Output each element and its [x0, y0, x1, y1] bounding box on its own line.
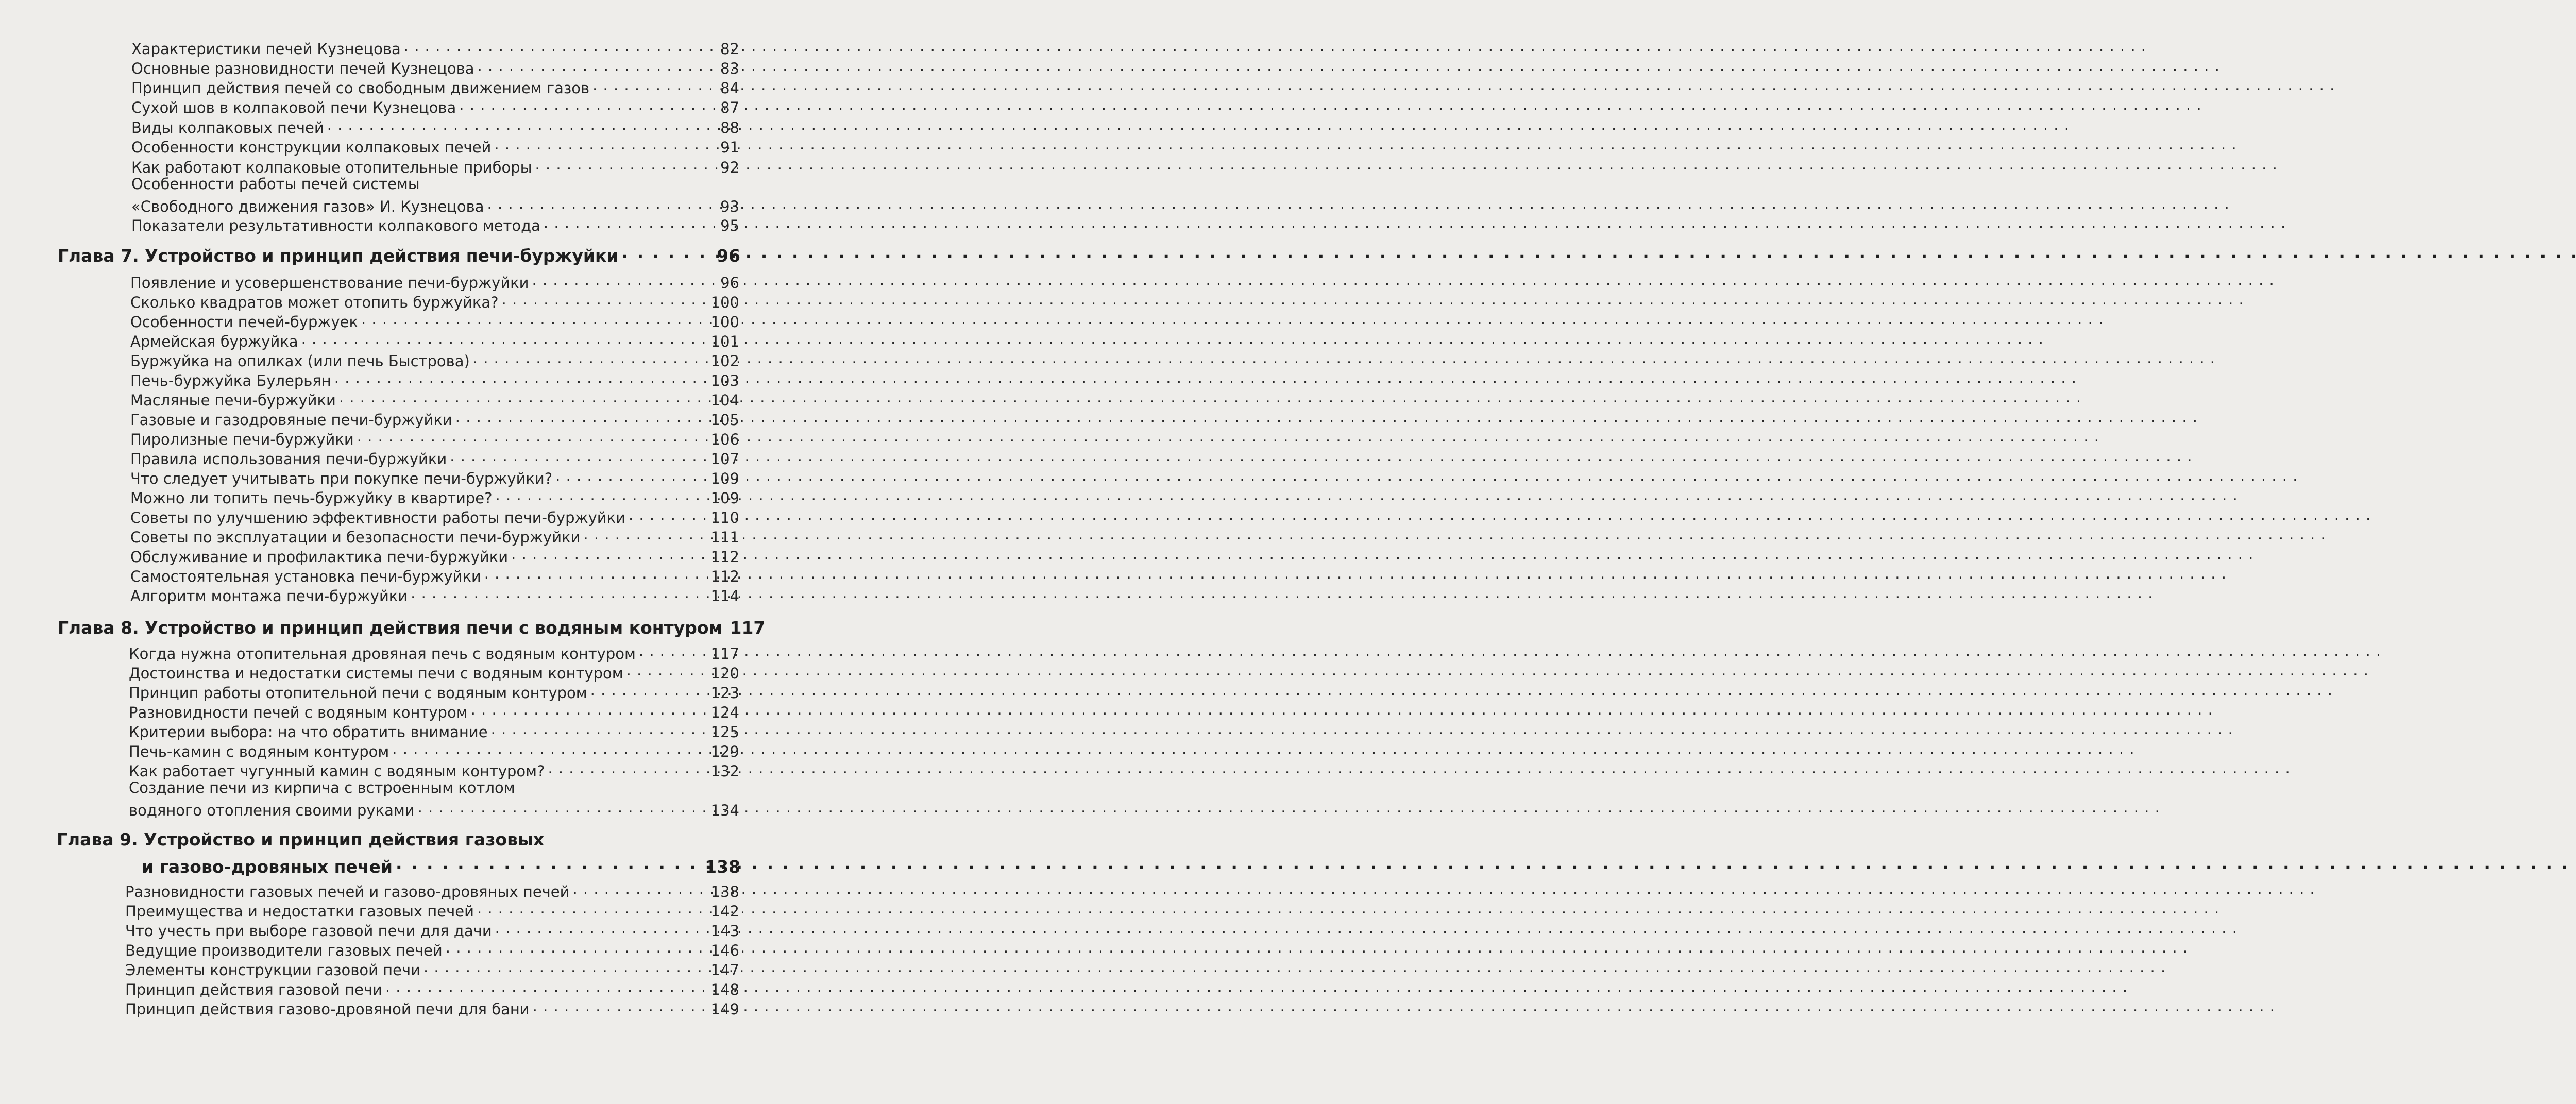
entry-page: 100: [710, 313, 739, 331]
entry-title: Буржуйка на опилках (или печь Быстрова): [130, 352, 470, 370]
leader-dots: [357, 428, 707, 445]
leader-dots: [473, 349, 707, 366]
toc-entry: [125, 919, 739, 940]
entry-title: Характеристики печей Кузнецова: [131, 40, 401, 58]
entry-page: 112: [710, 568, 739, 586]
entry-page: 91: [720, 139, 739, 157]
entry-page: 146: [710, 942, 739, 960]
leader-dots: [471, 701, 707, 718]
leader-dots: [629, 506, 707, 523]
toc-entry: [130, 545, 739, 566]
toc-entry: [130, 388, 739, 409]
toc-entry: [131, 37, 739, 58]
entry-page: 82: [720, 40, 739, 58]
leader-dots: [334, 369, 707, 386]
leader-dots: [396, 853, 701, 873]
entry-title: Сухой шов в колпаковой печи Кузнецова: [131, 99, 456, 117]
entry-title: Печь-камин с водяным контуром: [129, 743, 389, 761]
entry-page: 92: [720, 159, 739, 177]
toc-entry: [130, 467, 739, 487]
toc-entry: [129, 720, 739, 741]
toc-entry: [130, 486, 739, 507]
entry-page: 147: [710, 961, 739, 979]
entry-title: Критерии выбора: на что обратить внимание: [129, 723, 488, 741]
toc-entry: [129, 661, 739, 682]
entry-title: Принцип работы отопительной печи с водяным контуром: [129, 684, 587, 702]
leader-dots: [392, 740, 706, 757]
entry-page: 111: [710, 529, 739, 547]
leader-dots: [533, 997, 707, 1014]
entry-page: 143: [710, 922, 739, 940]
toc-entry: [130, 291, 739, 311]
leader-dots: [592, 76, 709, 93]
entry-title: Можно ли топить печь-буржуйку в квартире?: [130, 489, 493, 507]
entry-title: Армейская буржуйка: [130, 333, 298, 351]
toc-entry: [130, 584, 739, 605]
entry-title: Особенности печей-буржуек: [130, 313, 358, 331]
chapter-title: и газово-дровяных печей: [142, 856, 393, 877]
toc-entry: [131, 156, 739, 176]
entry-page: 138: [710, 883, 739, 901]
entry-page: 96: [720, 274, 739, 292]
leader-dots: [418, 799, 707, 816]
leader-dots: [459, 96, 709, 113]
entry-title: Когда нужна отопительная дровяная печь с водяным контуром: [129, 645, 636, 663]
leader-dots: [573, 880, 707, 897]
leader-dots: [590, 681, 707, 698]
leader-dots: [494, 135, 709, 152]
leader-dots: [639, 642, 707, 659]
toc-entry: [125, 997, 739, 1018]
entry-page: 117: [710, 645, 739, 663]
leader-dots: [484, 565, 707, 582]
entry-title: Масляные печи-буржуйки: [130, 392, 336, 410]
toc-entry: [130, 310, 739, 331]
leader-dots: [544, 214, 709, 231]
chapter-heading: [58, 242, 740, 266]
leader-dots: [495, 919, 707, 936]
entry-title: Советы по эксплуатации и безопасности печи-буржуйки: [130, 529, 581, 547]
entry-page: 114: [710, 587, 739, 605]
entry-title: Основные разновидности печей Кузнецова: [131, 60, 474, 78]
leader-dots: [496, 486, 707, 503]
entry-page: 83: [720, 60, 739, 78]
toc-entry: [125, 958, 739, 979]
entry-page: 101: [710, 333, 739, 351]
leader-dots: [477, 899, 707, 916]
toc-entry: [130, 330, 739, 350]
entry-title: Советы по улучшению эффективности работы печи-буржуйки: [130, 509, 625, 527]
leader-dots: [548, 759, 706, 776]
chapter-page: 138: [705, 856, 740, 877]
toc-entry: [131, 96, 739, 116]
entry-title: Как работают колпаковые отопительные приборы: [131, 159, 532, 177]
entry-page: 134: [710, 802, 739, 820]
entry-page: 106: [710, 431, 739, 449]
entry-page: 124: [710, 704, 739, 722]
entry-title: Принцип действия газовой печи: [125, 981, 382, 999]
leader-dots: [385, 978, 707, 995]
document-page: [0, 0, 773, 1104]
entry-title: Что учесть при выборе газовой печи для дачи: [125, 922, 492, 940]
entry-page: 109: [710, 470, 739, 488]
leader-dots: [450, 447, 706, 464]
chapter-title-line1: Глава 9. Устройство и принцип действия газовых: [57, 829, 545, 850]
entry-page: 100: [710, 294, 739, 312]
leader-dots: [411, 584, 706, 601]
entry-page: 129: [710, 743, 739, 761]
leader-dots: [455, 408, 707, 425]
leader-dots: [339, 388, 707, 405]
entry-page: 112: [710, 548, 739, 566]
entry-title: Появление и усовершенствование печи-буржуйки: [130, 274, 529, 292]
toc-entry: [130, 369, 739, 389]
leader-dots: [446, 939, 707, 956]
leader-dots: [622, 242, 710, 262]
entry-page: 132: [710, 762, 739, 780]
entry-title: Газовые и газодровяные печи-буржуйки: [130, 411, 452, 429]
toc-entry: [129, 642, 739, 663]
entry-title: Сколько квадратов может отопить буржуйка?: [130, 294, 499, 312]
toc-entry: [131, 76, 739, 97]
entry-title: водяного отопления своими руками: [129, 802, 415, 820]
entry-title-line1: Создание печи из кирпича с встроенным котлом: [129, 779, 515, 796]
entry-page: 93: [720, 198, 739, 216]
entry-title: Особенности конструкции колпаковых печей: [131, 139, 492, 157]
toc-entry: [130, 428, 739, 448]
toc-entry: [130, 447, 739, 468]
entry-title: Принцип действия газово-дровяной печи для бани: [125, 1000, 530, 1018]
leader-dots: [487, 195, 709, 212]
entry-title: Что следует учитывать при покупке печи-буржуйки?: [130, 470, 553, 488]
entry-title: Элементы конструкции газовой печи: [125, 961, 420, 979]
entry-title: Разновидности газовых печей и газово-дровяных печей: [125, 883, 570, 901]
entry-page: 88: [720, 119, 739, 137]
toc-entry: [131, 135, 739, 156]
entry-title: Обслуживание и профилактика печи-буржуйки: [130, 548, 509, 566]
toc-entry: [131, 116, 739, 137]
leader-dots: [301, 330, 707, 347]
entry-page: 120: [710, 665, 739, 683]
entry-title: «Свободного движения газов» И. Кузнецова: [131, 198, 484, 216]
entry-page: 125: [710, 723, 739, 741]
leader-dots: [478, 57, 709, 74]
entry-page: 104: [710, 392, 739, 410]
entry-page: 123: [710, 684, 739, 702]
toc-entry: [129, 701, 739, 721]
entry-page: 95: [720, 217, 739, 235]
leader-dots: [502, 291, 707, 308]
toc-entry: [125, 939, 739, 959]
toc-entry: [130, 525, 739, 546]
leader-dots: [583, 525, 706, 542]
leader-dots: [532, 271, 709, 288]
leader-dots: [361, 310, 707, 327]
toc-entry: [130, 408, 739, 429]
toc-entry: [125, 899, 739, 920]
leader-dots: [535, 156, 709, 173]
chapter-page: 96: [717, 245, 740, 266]
entry-page: 109: [710, 489, 739, 507]
entry-page: 105: [710, 411, 739, 429]
entry-title: Разновидности печей с водяным контуром: [129, 704, 468, 722]
toc-entry: [129, 681, 739, 702]
leader-dots: [423, 958, 707, 975]
toc-entry: [129, 759, 739, 780]
entry-page: 103: [710, 372, 739, 390]
chapter-page: 117: [730, 617, 766, 638]
entry-page: 110: [710, 509, 739, 527]
leader-dots: [626, 661, 707, 678]
entry-title: Достоинства и недостатки системы печи с водяным контуром: [129, 665, 623, 683]
toc-entry: [130, 271, 739, 292]
toc-entry: [131, 214, 739, 234]
entry-title: Самостоятельная установка печи-буржуйки: [130, 568, 481, 586]
entry-page: 107: [710, 450, 739, 468]
entry-title: Алгоритм монтажа печи-буржуйки: [130, 587, 408, 605]
leader-dots: [404, 37, 709, 54]
entry-title-line1: Особенности работы печей системы: [131, 175, 420, 193]
entry-title: Печь-буржуйка Булерьян: [130, 372, 331, 390]
entry-title: Показатели результативности колпакового метода: [131, 217, 540, 235]
toc-entry: [130, 506, 739, 526]
entry-page: 87: [720, 99, 739, 117]
entry-title: Преимущества и недостатки газовых печей: [125, 903, 474, 921]
chapter-heading: [142, 853, 740, 877]
entry-page: 149: [710, 1000, 739, 1018]
entry-page: 84: [720, 79, 739, 97]
entry-page: 142: [710, 903, 739, 921]
entry-title: Принцип действия печей со свободным движением газов: [131, 79, 590, 97]
toc-entry: [131, 57, 739, 77]
entry-page: 102: [710, 352, 739, 370]
entry-title: Правила использования печи-буржуйки: [130, 450, 447, 468]
leader-dots: [327, 116, 709, 133]
entry-title: Ведущие производители газовых печей: [125, 942, 443, 960]
chapter-title: Глава 8. Устройство и принцип действия печи с водяным контуром: [58, 617, 723, 638]
toc-entry: [129, 740, 739, 760]
leader-dots: [555, 467, 706, 484]
toc-entry: [131, 195, 739, 215]
chapter-title: Глава 7. Устройство и принцип действия печи-буржуйки: [58, 245, 619, 266]
chapter-heading: [58, 614, 766, 638]
toc-entry: [129, 799, 739, 819]
leader-dots: [491, 720, 707, 737]
entry-title: Пиролизные печи-буржуйки: [130, 431, 354, 449]
entry-page: 148: [710, 981, 739, 999]
leader-dots: [511, 545, 706, 562]
toc-entry: [125, 978, 739, 998]
toc-entry: [125, 880, 739, 901]
toc-entry: [130, 565, 739, 585]
entry-title: Как работает чугунный камин с водяным контуром?: [129, 762, 545, 780]
toc-entry: [130, 349, 739, 370]
entry-title: Виды колпаковых печей: [131, 119, 324, 137]
